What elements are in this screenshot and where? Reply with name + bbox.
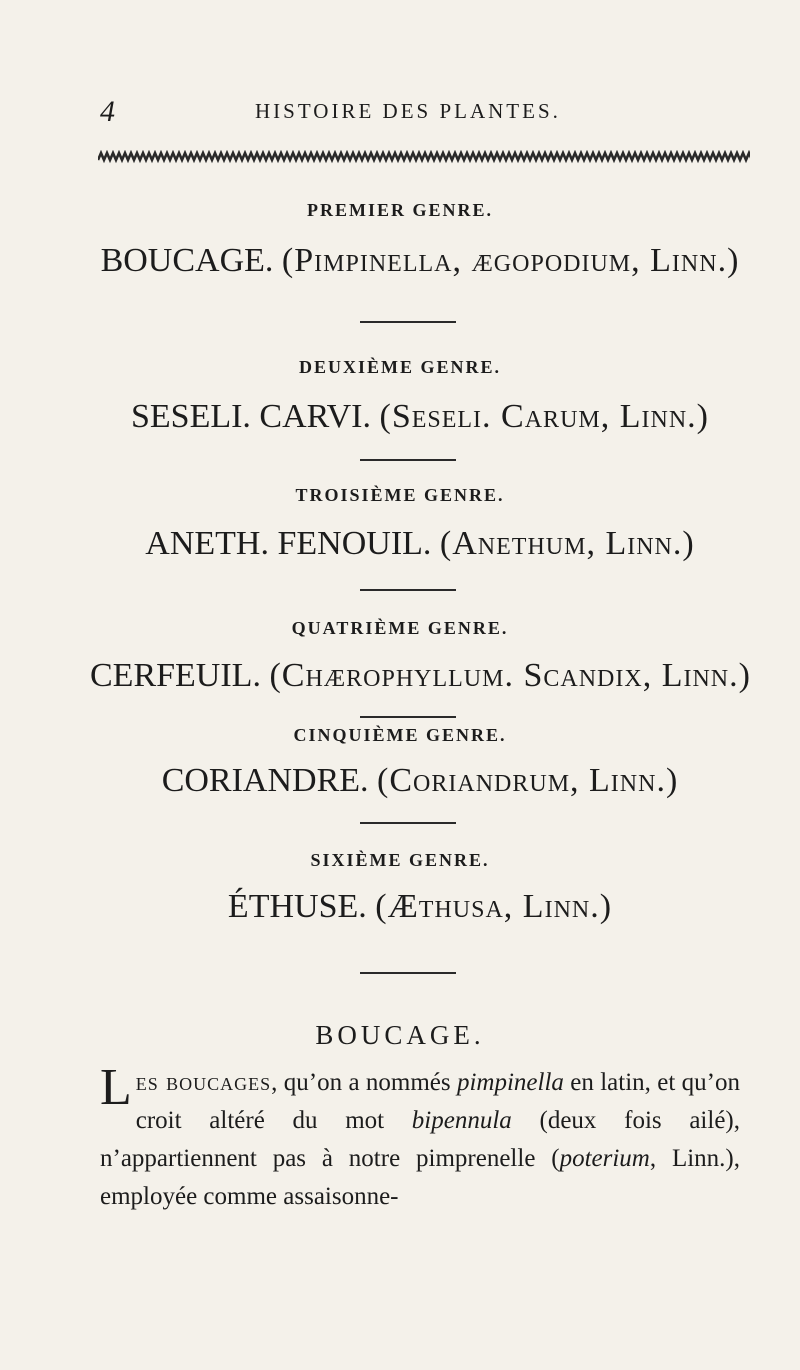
text-run-1: , qu’on a nommés: [271, 1069, 457, 1096]
text-run-2: en latin, et qu’on croit altéré du mot: [135, 1069, 740, 1134]
genre-label-5: CINQUIÈME GENRE.: [293, 725, 507, 745]
genre-latin-5: (Coriandrum, Linn.): [377, 762, 679, 799]
italic-term-3: poterium: [559, 1145, 650, 1172]
divider-6: [360, 972, 456, 974]
body-paragraph: [100, 1059, 740, 1216]
drop-cap: L: [100, 1059, 132, 1116]
text-run-4: , Linn.), employée comme assaisonne-: [100, 1145, 740, 1210]
genre-name-6: ÉTHUSE.: [227, 888, 367, 925]
genre-label-4: QUATRIÈME GENRE.: [291, 618, 509, 638]
running-title: HISTOIRE DES PLANTES.: [255, 99, 561, 123]
divider-4: [360, 716, 456, 718]
section-heading: BOUCAGE.: [315, 1020, 485, 1050]
genre-title-1: [90, 242, 750, 280]
genre-name-2: SESELI. CARVI.: [130, 398, 371, 435]
genre-latin-2: (Seseli. Carum, Linn.): [379, 398, 709, 435]
genre-label-1: PREMIER GENRE.: [306, 200, 493, 220]
decorative-border: [98, 150, 750, 164]
genre-title-5: [90, 762, 750, 800]
genre-latin-3: (Anethum, Linn.): [439, 525, 695, 562]
genre-title-3: [90, 525, 750, 563]
text-run-3: (deux fois ailé), n’appartiennent pas à notre pimprenelle (: [100, 1107, 740, 1172]
genre-latin-1: (Pimpinella, ægopodium, Linn.): [281, 242, 740, 279]
genre-name-5: CORIANDRE.: [161, 762, 369, 799]
genre-title-4: [90, 657, 750, 695]
page-number: 4: [100, 95, 115, 128]
divider-2: [360, 459, 456, 461]
divider-1: [360, 321, 456, 323]
italic-term-1: pimpinella: [456, 1069, 564, 1096]
genre-name-1: BOUCAGE.: [100, 242, 274, 279]
italic-term-2: bipennula: [411, 1107, 512, 1134]
genre-name-3: ANETH. FENOUIL.: [145, 525, 432, 562]
genre-latin-6: (Æthusa, Linn.): [375, 888, 613, 925]
genre-title-6: [90, 888, 750, 926]
page-header: [100, 95, 740, 135]
genre-label-2: DEUXIÈME GENRE.: [298, 357, 502, 377]
genre-label-3: TROISIÈME GENRE.: [295, 485, 505, 505]
divider-5: [360, 822, 456, 824]
divider-3: [360, 589, 456, 591]
genre-label-6: SIXIÈME GENRE.: [310, 850, 490, 870]
genre-latin-4: (Chærophyllum. Scandix, Linn.): [269, 657, 751, 694]
genre-name-4: CERFEUIL.: [90, 657, 261, 694]
lead-words: es boucages: [135, 1069, 272, 1096]
genre-title-2: [90, 398, 750, 436]
